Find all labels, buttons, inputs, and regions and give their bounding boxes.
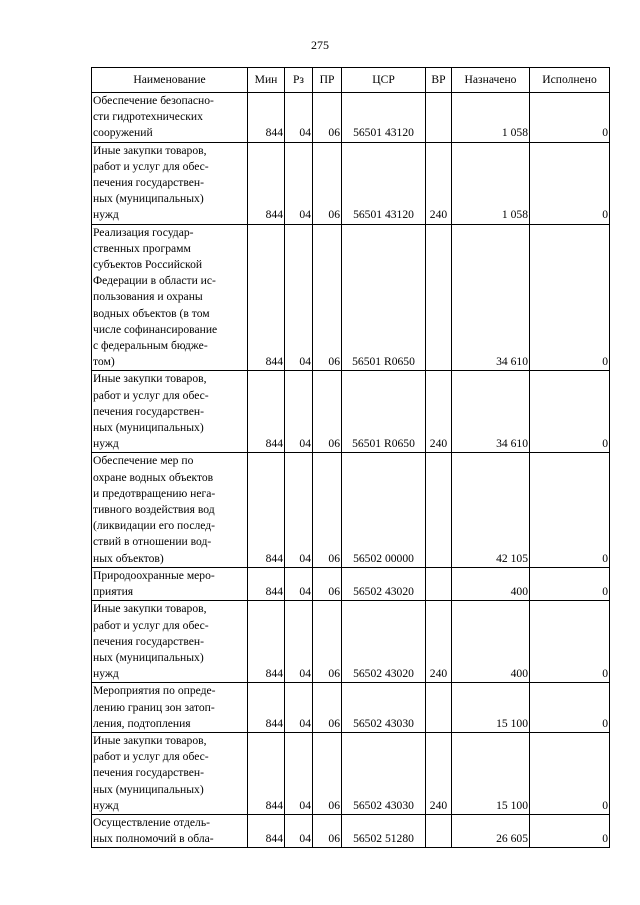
cell-csr: 56502 51280 <box>342 814 426 847</box>
cell-vr <box>426 814 452 847</box>
table-row <box>92 814 610 847</box>
cell-name <box>92 142 248 224</box>
cell-name <box>92 371 248 453</box>
cell-min: 844 <box>248 453 285 567</box>
cell-min: 844 <box>248 683 285 733</box>
name-line: Обеспечение мер по <box>93 454 194 468</box>
name-line: сооружений <box>93 126 153 140</box>
header-min: Мин <box>248 68 285 93</box>
cell-min: 844 <box>248 93 285 143</box>
cell-csr: 56502 00000 <box>342 453 426 567</box>
name-line: ственных программ <box>93 241 191 255</box>
name-line: Федерации в области ис- <box>93 274 216 288</box>
name-line: работ и услуг для обес- <box>93 159 209 173</box>
cell-rz: 04 <box>285 371 313 453</box>
cell-vr <box>426 224 452 371</box>
name-line: ствий в отношении вод- <box>93 535 212 549</box>
cell-csr: 56502 43030 <box>342 683 426 733</box>
cell-assigned: 400 <box>452 601 530 683</box>
cell-csr: 56501 43120 <box>342 142 426 224</box>
header-name: Наименование <box>92 68 248 93</box>
cell-pr: 06 <box>313 224 342 371</box>
name-line: ных (муниципальных) <box>93 650 204 664</box>
name-line: лению границ зон затоп- <box>93 700 215 714</box>
name-line: Иные закупки товаров, <box>93 143 207 157</box>
cell-csr: 56502 43020 <box>342 601 426 683</box>
table-row <box>92 732 610 814</box>
cell-assigned: 15 100 <box>452 683 530 733</box>
cell-csr: 56501 R0650 <box>342 224 426 371</box>
cell-pr: 06 <box>313 371 342 453</box>
cell-assigned: 400 <box>452 567 530 600</box>
cell-executed: 0 <box>530 683 610 733</box>
name-line: печения государствен- <box>93 404 204 418</box>
cell-rz: 04 <box>285 601 313 683</box>
cell-executed: 0 <box>530 814 610 847</box>
cell-pr: 06 <box>313 93 342 143</box>
cell-pr: 06 <box>313 683 342 733</box>
cell-vr <box>426 567 452 600</box>
cell-vr <box>426 93 452 143</box>
name-line: и предотвращению нега- <box>93 486 216 500</box>
cell-assigned: 34 610 <box>452 224 530 371</box>
name-line: работ и услуг для обес- <box>93 388 209 402</box>
name-line: Иные закупки товаров, <box>93 372 207 386</box>
cell-name <box>92 601 248 683</box>
cell-name <box>92 732 248 814</box>
cell-vr <box>426 453 452 567</box>
name-line: Обеспечение безопасно- <box>93 94 214 107</box>
name-line: Иные закупки товаров, <box>93 733 207 747</box>
cell-pr: 06 <box>313 453 342 567</box>
cell-rz: 04 <box>285 567 313 600</box>
cell-min: 844 <box>248 732 285 814</box>
cell-name <box>92 453 248 567</box>
name-line: ления, подтопления <box>93 716 191 730</box>
header-csr: ЦСР <box>342 68 426 93</box>
name-line: работ и услуг для обес- <box>93 750 209 764</box>
cell-name <box>92 567 248 600</box>
cell-rz: 04 <box>285 814 313 847</box>
cell-min: 844 <box>248 814 285 847</box>
name-line: пользования и охраны <box>93 290 203 304</box>
name-line: водных объектов (в том <box>93 306 210 320</box>
name-line: печения государствен- <box>93 176 204 190</box>
cell-executed: 0 <box>530 453 610 567</box>
name-line: печения государствен- <box>93 634 204 648</box>
cell-name <box>92 224 248 371</box>
cell-csr: 56502 43030 <box>342 732 426 814</box>
cell-min: 844 <box>248 601 285 683</box>
cell-csr: 56502 43020 <box>342 567 426 600</box>
name-line: Реализация государ- <box>93 225 194 239</box>
name-line: сти гидротехнических <box>93 110 203 124</box>
name-line: том) <box>93 355 115 369</box>
name-line: ных объектов) <box>93 551 164 565</box>
table-row <box>92 601 610 683</box>
cell-executed: 0 <box>530 93 610 143</box>
cell-executed: 0 <box>530 371 610 453</box>
table-row <box>92 453 610 567</box>
name-line: Мероприятия по опреде- <box>93 684 216 698</box>
cell-vr <box>426 683 452 733</box>
cell-executed: 0 <box>530 142 610 224</box>
cell-rz: 04 <box>285 93 313 143</box>
cell-csr: 56501 R0650 <box>342 371 426 453</box>
header-vr: ВР <box>426 68 452 93</box>
cell-rz: 04 <box>285 732 313 814</box>
table-body <box>92 93 610 848</box>
cell-assigned: 34 610 <box>452 371 530 453</box>
name-line: ных (муниципальных) <box>93 782 204 796</box>
cell-min: 844 <box>248 371 285 453</box>
header-executed: Исполнено <box>530 68 610 93</box>
table-row <box>92 93 610 143</box>
cell-assigned: 42 105 <box>452 453 530 567</box>
cell-executed: 0 <box>530 224 610 371</box>
name-line: работ и услуг для обес- <box>93 618 209 632</box>
cell-pr: 06 <box>313 601 342 683</box>
name-line: числе софинансирование <box>93 322 218 336</box>
name-line: с федеральным бюдже- <box>93 339 208 353</box>
cell-csr: 56501 43120 <box>342 93 426 143</box>
table-row <box>92 683 610 733</box>
name-line: приятия <box>93 585 134 599</box>
budget-table <box>91 67 610 848</box>
table-row <box>92 371 610 453</box>
table-row <box>92 142 610 224</box>
cell-vr: 240 <box>426 732 452 814</box>
cell-name <box>92 683 248 733</box>
cell-rz: 04 <box>285 224 313 371</box>
name-line: Осуществление отдель- <box>93 815 210 829</box>
header-assigned: Назначено <box>452 68 530 93</box>
name-line: Природоохранные меро- <box>93 568 215 582</box>
cell-min: 844 <box>248 567 285 600</box>
cell-name <box>92 814 248 847</box>
name-line: Иные закупки товаров, <box>93 602 207 616</box>
cell-executed: 0 <box>530 567 610 600</box>
cell-name <box>92 93 248 143</box>
cell-vr: 240 <box>426 371 452 453</box>
cell-pr: 06 <box>313 732 342 814</box>
cell-executed: 0 <box>530 732 610 814</box>
cell-assigned: 1 058 <box>452 93 530 143</box>
cell-vr: 240 <box>426 142 452 224</box>
table-row <box>92 224 610 371</box>
name-line: субъектов Российской <box>93 258 203 272</box>
name-line: ных (муниципальных) <box>93 192 204 206</box>
cell-rz: 04 <box>285 142 313 224</box>
cell-min: 844 <box>248 224 285 371</box>
header-rz: Рз <box>285 68 313 93</box>
name-line: нужд <box>93 437 119 451</box>
name-line: нужд <box>93 667 119 681</box>
name-line: тивного воздействия вод <box>93 503 215 517</box>
table-row <box>92 567 610 600</box>
header-pr: ПР <box>313 68 342 93</box>
name-line: (ликвидации его послед- <box>93 519 216 533</box>
name-line: ных (муниципальных) <box>93 421 204 435</box>
name-line: ных полномочий в обла- <box>93 832 214 846</box>
name-line: нужд <box>93 208 119 222</box>
cell-executed: 0 <box>530 601 610 683</box>
header-row <box>92 68 610 93</box>
cell-min: 844 <box>248 142 285 224</box>
cell-vr: 240 <box>426 601 452 683</box>
cell-rz: 04 <box>285 683 313 733</box>
name-line: печения государствен- <box>93 766 204 780</box>
cell-assigned: 15 100 <box>452 732 530 814</box>
cell-assigned: 26 605 <box>452 814 530 847</box>
cell-pr: 06 <box>313 814 342 847</box>
page-number: 275 <box>311 38 329 52</box>
cell-pr: 06 <box>313 567 342 600</box>
cell-assigned: 1 058 <box>452 142 530 224</box>
cell-rz: 04 <box>285 453 313 567</box>
cell-pr: 06 <box>313 142 342 224</box>
name-line: нужд <box>93 798 119 812</box>
name-line: охране водных объектов <box>93 470 214 484</box>
